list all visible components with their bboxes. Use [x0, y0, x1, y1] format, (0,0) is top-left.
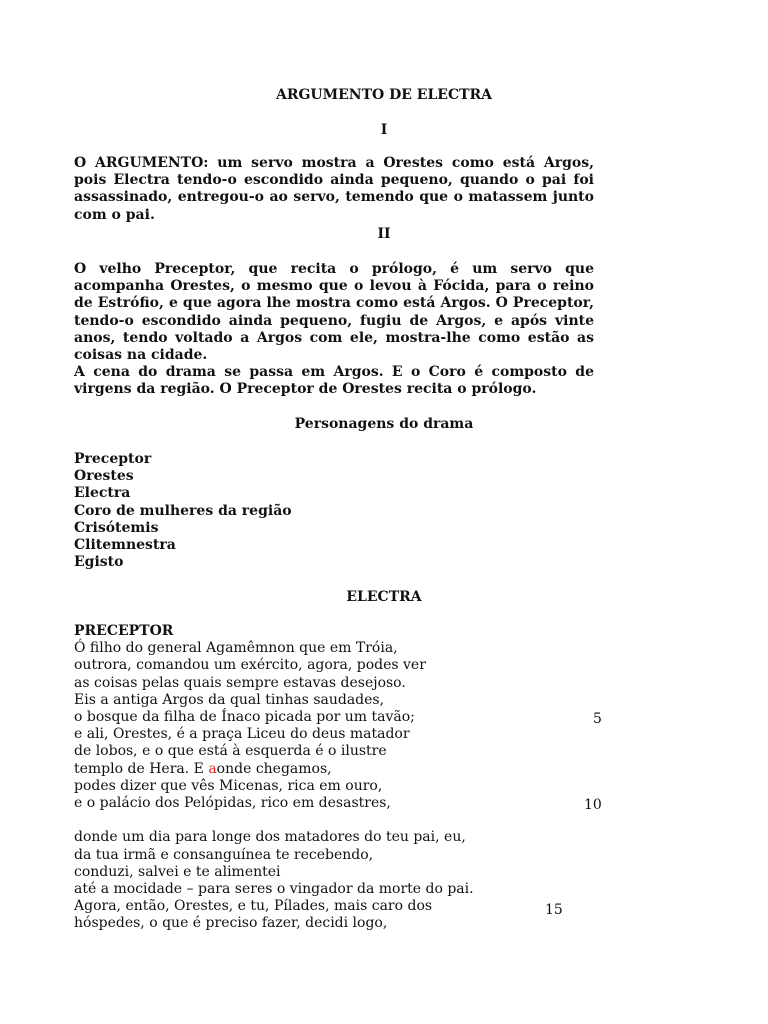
- verse-line: e o palácio dos Pelópidas, rico em desastres,: [74, 795, 391, 812]
- characters-heading: Personagens do drama: [294, 416, 474, 432]
- verse-line: até a mocidade – para seres o vingador da morte do pai.: [74, 881, 474, 898]
- verse-line: hóspedes, o que é preciso fazer, decidi logo,: [74, 915, 388, 932]
- section-numeral-1: I: [380, 122, 388, 138]
- verse-line: outrora, comandou um exército, agora, podes ver: [74, 657, 426, 674]
- section-numeral-2: II: [377, 226, 391, 242]
- character-item: Electra: [74, 485, 131, 502]
- verse-line: da tua irmã e consanguínea te recebendo,: [74, 846, 374, 863]
- line-number: 10: [584, 797, 602, 813]
- play-title: ELECTRA: [346, 589, 422, 605]
- line-number: 15: [545, 902, 563, 918]
- verse-line: de lobos, e o que está à esquerda é o ilustre: [74, 743, 387, 760]
- characters-list: [74, 451, 292, 571]
- speaker-name: PRECEPTOR: [74, 623, 174, 639]
- verse-line: podes dizer que vês Micenas, rica em ouro,: [74, 777, 383, 794]
- character-item: Orestes: [74, 468, 134, 485]
- verse-line: Eis a antiga Argos da qual tinhas saudades,: [74, 691, 385, 708]
- argument-paragraph-2-text-1: O velho Preceptor, que recita o prólogo, é um servo que acompanha Orestes, o mesmo que o levou à Fócida, para o reino de Estrófio, e que agora lhe mostra como está Argos. O Preceptor, tendo-o escondido ainda pequeno, fugiu de Argos, e após vinte anos, tendo voltado a Argos com ele, mostra-lhe como estão as coisas na cidade.: [74, 261, 594, 364]
- verse-line: conduzi, salvei e te alimentei: [74, 863, 281, 880]
- verse-line: Ó filho do general Agamêmnon que em Tróia,: [74, 640, 398, 657]
- character-item: Preceptor: [74, 451, 152, 467]
- verse-line: o bosque da filha de Ínaco picada por um tavão;: [74, 709, 415, 726]
- argument-paragraph-1: O ARGUMENTO: um servo mostra a Orestes como está Argos, pois Electra tendo-o escondido ainda pequeno, quando o pai foi assassinado, entregou-o ao servo, temendo que o matassem junto com o pai.: [74, 155, 594, 223]
- line-number: 5: [593, 711, 602, 727]
- character-item: Coro de mulheres da região: [74, 502, 292, 519]
- character-item: Egisto: [74, 554, 124, 571]
- stanza-gap: [74, 812, 474, 829]
- verse-line: e ali, Orestes, é a praça Liceu do deus matador: [74, 726, 410, 743]
- verse-line-part: onde chegamos,: [216, 760, 332, 777]
- verse-line-part: templo de Hera. E: [74, 760, 209, 777]
- verse-line: as coisas pelas quais sempre estavas desejoso.: [74, 674, 406, 691]
- character-item: Crisótemis: [74, 519, 159, 536]
- document-title: ARGUMENTO DE ELECTRA: [275, 87, 493, 103]
- highlighted-letter: a: [208, 760, 217, 777]
- argument-paragraph-2: [74, 261, 594, 399]
- verse-block: [74, 623, 474, 933]
- verse-line: Agora, então, Orestes, e tu, Pílades, mais caro dos: [74, 898, 433, 915]
- argument-paragraph-2-text-2: A cena do drama se passa em Argos. E o Coro é composto de virgens da região. O Preceptor de Orestes recita o prólogo.: [74, 364, 594, 398]
- verse-line: [74, 761, 474, 778]
- character-item: Clitemnestra: [74, 537, 176, 554]
- verse-line: donde um dia para longe dos matadores do teu pai, eu,: [74, 829, 466, 846]
